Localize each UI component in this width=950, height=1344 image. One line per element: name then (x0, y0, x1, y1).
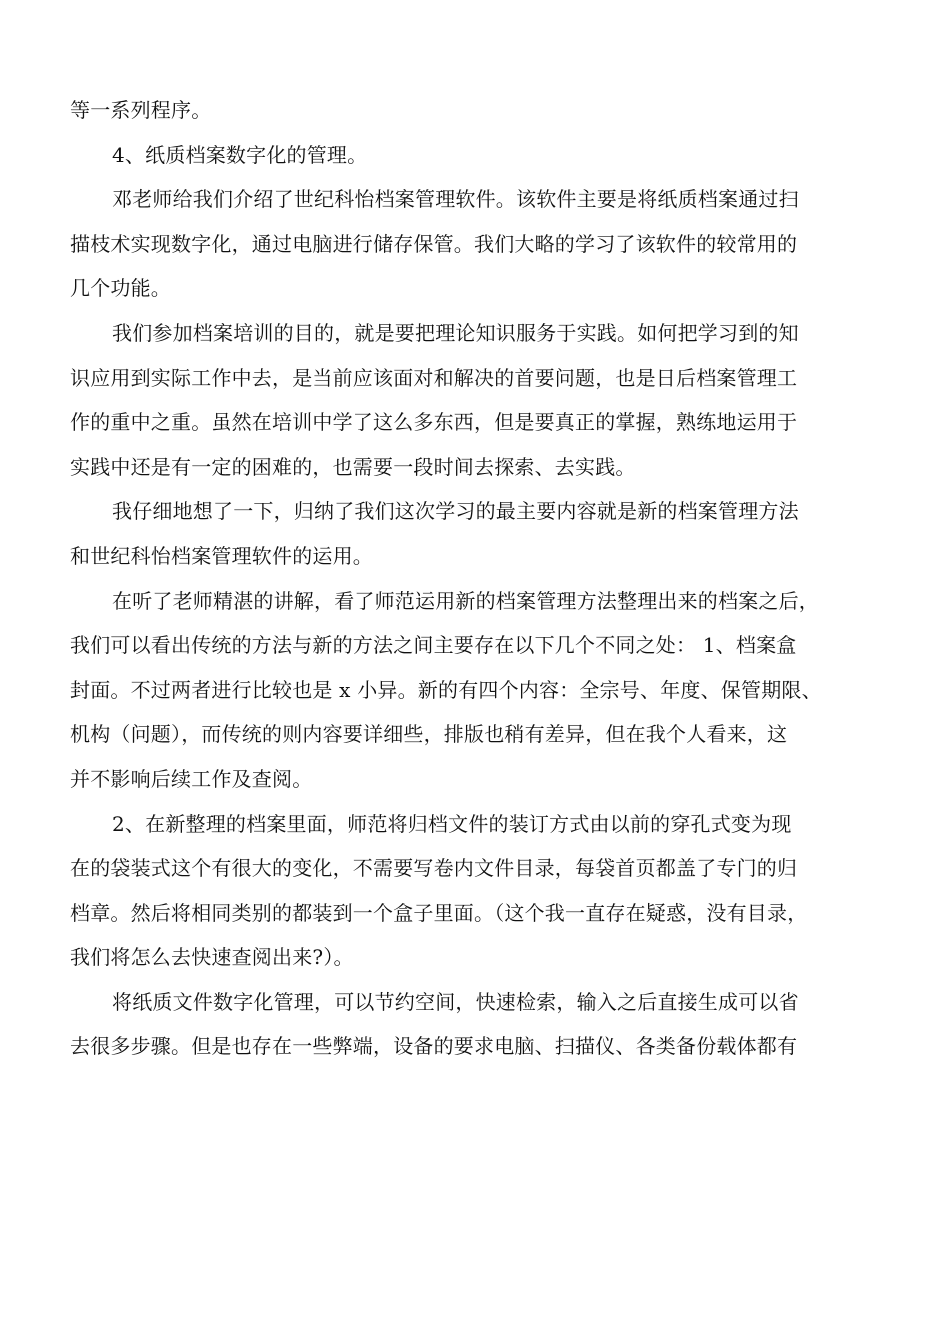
text-line: 2、在新整理的档案里面，师范将归档文件的装订方式由以前的穿孔式变为现 (112, 811, 792, 836)
text-line: 将纸质文件数字化管理，可以节约空间，快速检索，输入之后直接生成可以省 (112, 989, 799, 1014)
text-line: 去很多步骤。但是也存在一些弊端，设备的要求电脑、扫描仪、各类备份载体都有 (70, 1034, 798, 1059)
text-line: 并不影响后续工作及查阅。 (70, 766, 313, 791)
text-line: 我们可以看出传统的方法与新的方法之间主要存在以下几个不同之处： 1、档案盒 (70, 633, 797, 658)
text-line: 识应用到实际工作中去，是当前应该面对和解决的首要问题，也是日后档案管理工 (70, 365, 798, 390)
text-line: 我们将怎么去快速查阅出来?）。 (70, 945, 354, 970)
text-line: 实践中还是有一定的困难的，也需要一段时间去探索、去实践。 (70, 454, 636, 479)
text-line: 机构（问题），而传统的则内容要详细些，排版也稍有差异，但在我个人看来，这 (70, 722, 788, 747)
text-line: 邓老师给我们介绍了世纪科怡档案管理软件。该软件主要是将纸质档案通过扫 (112, 187, 799, 212)
text-line: 和世纪科怡档案管理软件的运用。 (70, 543, 373, 568)
text-line: 4、纸质档案数字化的管理。 (112, 142, 368, 167)
text-line: 描枝术实现数字化，通过电脑进行储存保管。我们大略的学习了该软件的较常用的 (70, 231, 798, 256)
text-line: 几个功能。 (70, 276, 171, 301)
text-line: 在听了老师精湛的讲解，看了师范运用新的档案管理方法整理出来的档案之后， (112, 588, 819, 613)
document-body (70, 88, 882, 1069)
text-line: 等一系列程序。 (70, 98, 212, 122)
text-line: 作的重中之重。虽然在培训中学了这么多东西，但是要真正的掌握，熟练地运用于 (70, 410, 798, 435)
text-line: 我仔细地想了一下，归纳了我们这次学习的最主要内容就是新的档案管理方法 (112, 499, 799, 524)
text-line: 我们参加档案培训的目的，就是要把理论知识服务于实践。如何把学习到的知 (112, 320, 799, 345)
text-line: 在的袋装式这个有很大的变化，不需要写卷内文件目录，每袋首页都盖了专门的归 (70, 856, 798, 881)
text-line: 档章。然后将相同类别的都装到一个盒子里面。（这个我一直存在疑惑，没有目录， (70, 900, 808, 925)
text-line: 封面。不过两者进行比较也是 x 小异。新的有四个内容：全宗号、年度、保管期限、 (70, 677, 822, 702)
